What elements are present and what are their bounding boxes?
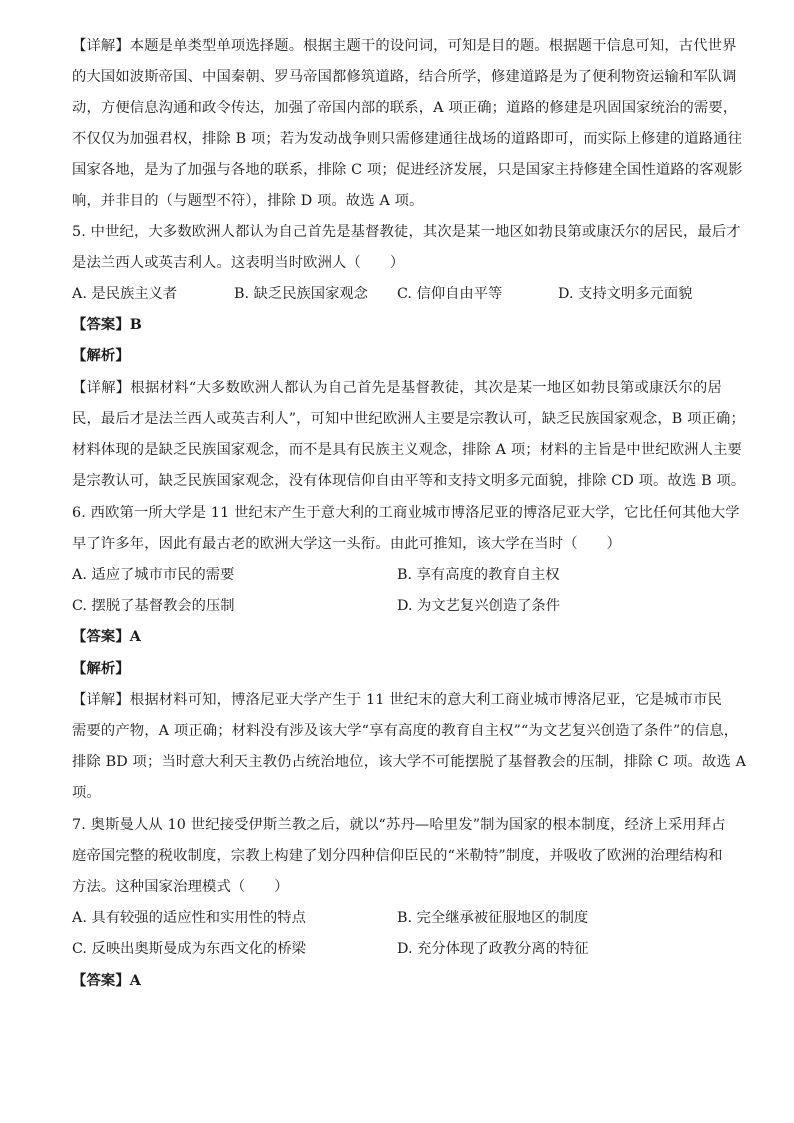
q7-answer: 【答案】A [72, 973, 142, 989]
q6-explanation-line-2: 需要的产物，A 项正确；材料没有涉及该大学“享有高度的教育自主权”“为文艺复兴创造了条件”的信息， [72, 723, 739, 739]
q5-explanation-line-2: 民，最后才是法兰西人或英吉利人”，可知中世纪欧洲人主要是宗教认可，缺乏民族国家观念，B 项正确； [72, 411, 745, 427]
q6-explanation-line-4: 项。 [72, 785, 101, 801]
q4-explanation-line-6: 响，并非目的（与题型不符），排除 D 项。故选 A 项。 [72, 193, 424, 209]
q6-explanation-line-3: 排除 BD 项；当时意大利天主教仍占统治地位，该大学不可能摆脱了基督教会的压制，排除 C 项。故选 A [72, 754, 747, 770]
q5-answer: 【答案】B [72, 317, 143, 333]
q7-stem-line-1: 7. 奥斯曼人从 10 世纪接受伊斯兰教之后，就以“苏丹—哈里发”制为国家的根本制度，经济上采用拜占 [72, 817, 726, 833]
q5-option-a: A. 是民族主义者 [72, 286, 178, 302]
q5-stem-line-1: 5. 中世纪，大多数欧洲人都认为自己首先是基督教徒，其次是某一地区如勃艮第或康沃尔的居民，最后才 [72, 224, 741, 240]
q7-option-c: C. 反映出奥斯曼成为东西文化的桥梁 [72, 941, 306, 957]
q4-explanation-line-2: 的大国如波斯帝国、中国秦朝、罗马帝国都修筑道路，结合所学，修建道路是为了便利物资运输和军队调 [72, 69, 737, 85]
q5-explanation-line-1: 【详解】根据材料“大多数欧洲人都认为自己首先是基督教徒，其次是某一地区如勃艮第或康沃尔的居 [72, 380, 722, 396]
q7-option-a: A. 具有较强的适应性和实用性的特点 [72, 910, 306, 926]
q5-option-b: B. 缺乏民族国家观念 [234, 286, 368, 302]
q6-option-c: C. 摆脱了基督教会的压制 [72, 598, 235, 614]
q5-stem-line-2: 是法兰西人或英吉利人。这表明当时欧洲人（ ） [72, 255, 405, 271]
q6-stem-line-1: 6. 西欧第一所大学是 11 世纪末产生于意大利的工商业城市博洛尼亚的博洛尼亚大学，它比任何其他大学 [72, 505, 740, 521]
q4-explanation-line-1: 【详解】本题是单类型单项选择题。根据主题干的设问词，可知是目的题。根据题干信息可知，古代世界 [72, 38, 737, 54]
q6-explanation-line-1: 【详解】根据材料可知，博洛尼亚大学产生于 11 世纪末的意大利工商业城市博洛尼亚，它是城市市民 [72, 692, 722, 708]
q5-option-c: C. 信仰自由平等 [397, 286, 503, 302]
q5-option-d: D. 支持文明多元面貌 [558, 286, 693, 302]
q6-option-b: B. 享有高度的教育自主权 [397, 567, 560, 583]
q4-explanation-line-3: 动，方便信息沟通和政令传达，加强了帝国内部的联系，A 项正确；道路的修建是巩固国家统治的需要， [72, 100, 738, 116]
q6-option-d: D. 为文艺复兴创造了条件 [397, 598, 561, 614]
q4-explanation-line-4: 不仅仅为加强君权，排除 B 项；若为发动战争则只需修建通往战场的道路即可，而实际上修建的道路通往 [72, 131, 743, 147]
q5-analysis-label: 【解析】 [72, 348, 130, 364]
q7-option-d: D. 充分体现了政教分离的特征 [397, 941, 589, 957]
q6-answer: 【答案】A [72, 629, 142, 645]
q4-explanation-line-5: 国家各地，是为了加强与各地的联系，排除 C 项；促进经济发展，只是国家主持修建全国性道路的客观影 [72, 162, 743, 178]
q5-explanation-line-4: 是宗教认可，缺乏民族国家观念，没有体现信仰自由平等和支持文明多元面貌，排除 CD 项。故选 B 项。 [72, 473, 746, 489]
q6-stem-line-2: 早了许多年，因此有最古老的欧洲大学这一头衔。由此可推知，该大学在当时（ ） [72, 536, 621, 552]
q5-explanation-line-3: 材料体现的是缺乏民族国家观念，而不是具有民族主义观念，排除 A 项；材料的主旨是中世纪欧洲人主要 [72, 442, 742, 458]
q6-option-a: A. 适应了城市市民的需要 [72, 567, 235, 583]
q7-stem-line-2: 庭帝国完整的税收制度，宗教上构建了划分四种信仰臣民的“米勒特”制度，并吸收了欧洲的治理结构和 [72, 848, 723, 864]
q6-analysis-label: 【解析】 [72, 661, 130, 677]
q7-option-b: B. 完全继承被征服地区的制度 [397, 910, 589, 926]
q7-stem-line-3: 方法。这种国家治理模式（ ） [72, 879, 289, 895]
